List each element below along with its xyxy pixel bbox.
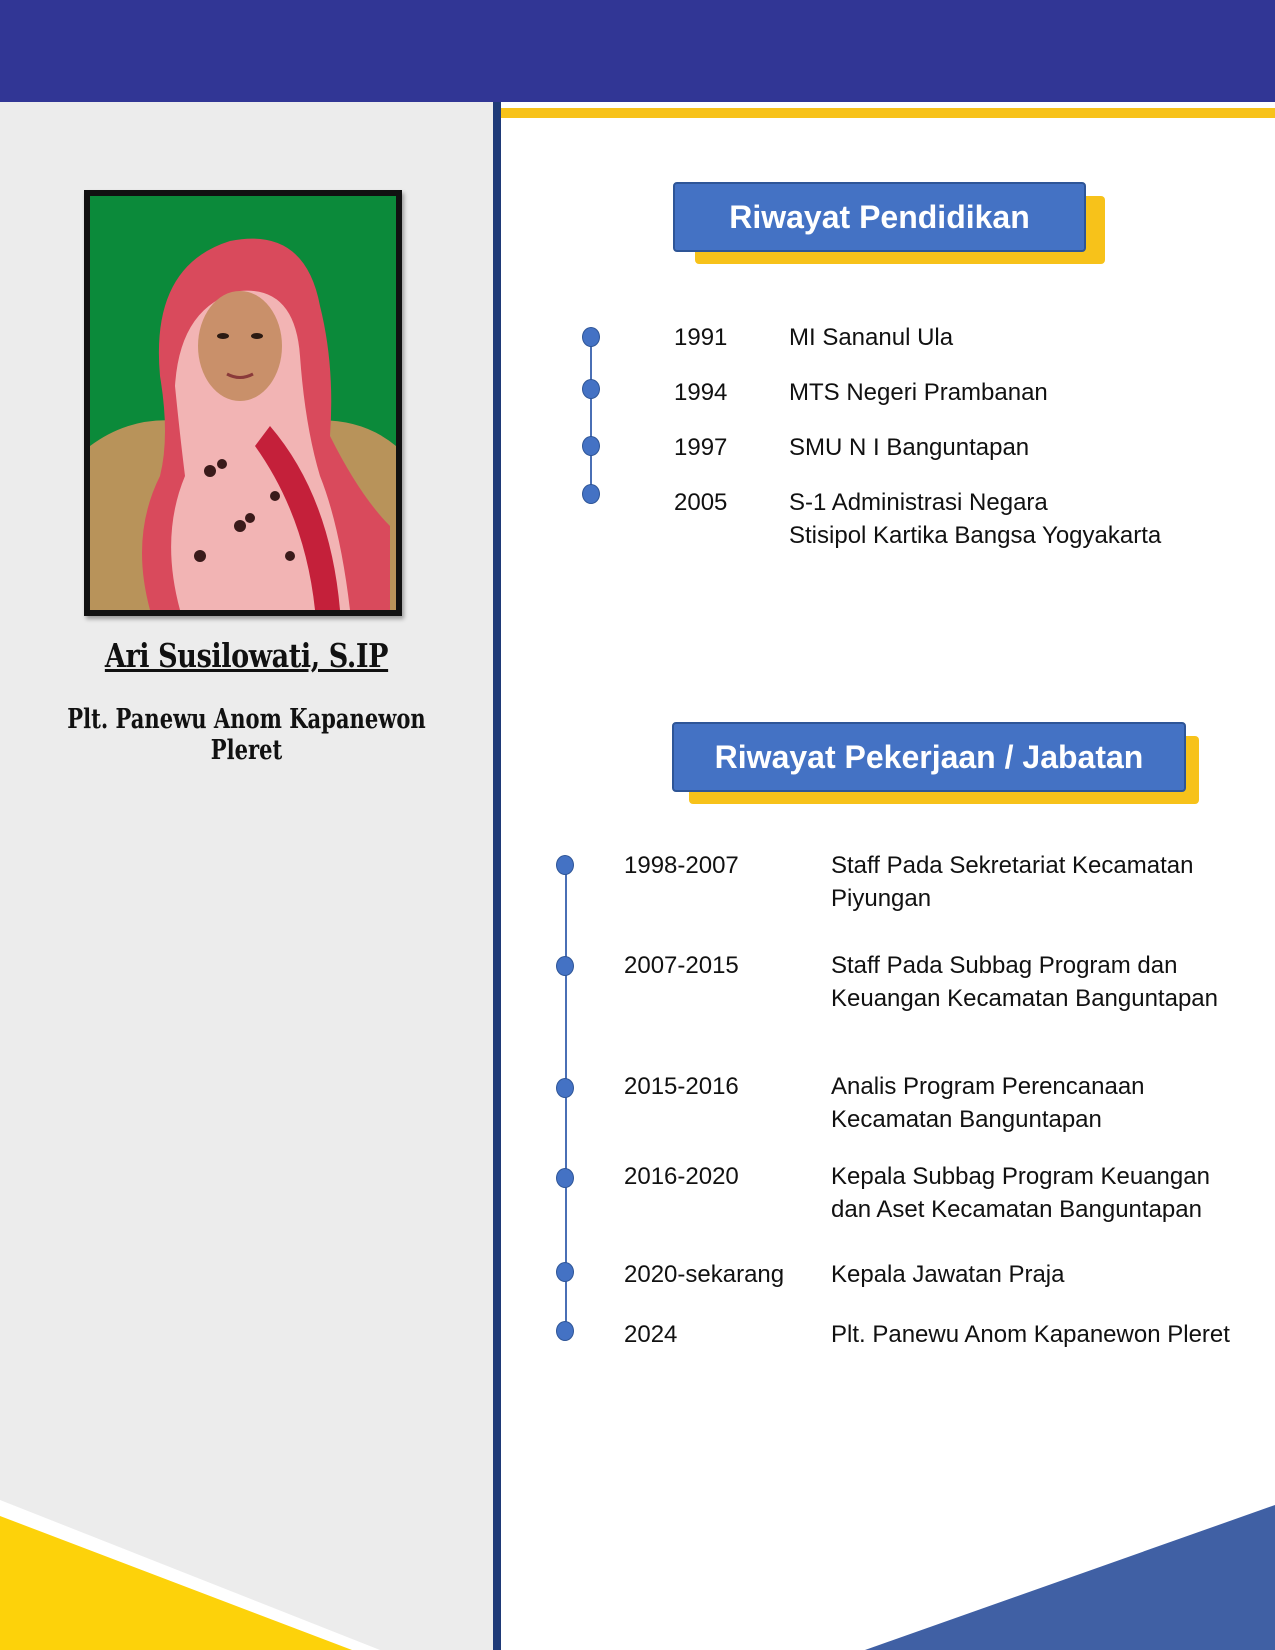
timeline-dot — [556, 1168, 574, 1188]
entry-description — [831, 1160, 1210, 1226]
timeline-dot — [582, 327, 600, 347]
entry-year: 1997 — [674, 434, 728, 461]
entry-description-line: Kepala Jawatan Praja — [831, 1261, 1065, 1288]
entry-description-line: SMU N I Banguntapan — [789, 434, 1030, 461]
timeline-dot — [556, 1262, 574, 1282]
entry-description — [831, 849, 1193, 915]
entry-year: 2007-2015 — [624, 952, 739, 979]
timeline-dot — [582, 484, 600, 504]
entry-description — [831, 1258, 1064, 1291]
portrait-image — [90, 196, 396, 610]
entry-description — [789, 431, 1029, 464]
person-name: Ari Susilowati, S.IP — [104, 636, 389, 675]
education-heading: Riwayat Pendidikan — [673, 182, 1086, 252]
employment-heading: Riwayat Pekerjaan / Jabatan — [672, 722, 1186, 792]
entry-year: 2005 — [674, 489, 728, 516]
entry-description-line: Staff Pada Sekretariat Kecamatan — [831, 852, 1194, 879]
timeline-dot — [582, 436, 600, 456]
timeline-dot — [556, 1321, 574, 1341]
entry-description-line: MTS Negeri Prambanan — [789, 379, 1048, 406]
entry-description-line: Kecamatan Banguntapan — [831, 1106, 1102, 1133]
entry-description-line: Plt. Panewu Anom Kapanewon Pleret — [831, 1321, 1230, 1348]
entry-year: 2016-2020 — [624, 1163, 739, 1190]
entry-description-line: S-1 Administrasi Negara — [789, 489, 1048, 516]
timeline-dot — [582, 379, 600, 399]
entry-description — [789, 321, 953, 354]
entry-year: 1991 — [674, 324, 728, 351]
entry-description — [831, 1070, 1145, 1136]
entry-year: 2020-sekarang — [624, 1261, 785, 1288]
entry-description-line: Kepala Subbag Program Keuangan — [831, 1163, 1210, 1190]
entry-description-line: Staff Pada Subbag Program dan — [831, 952, 1178, 979]
timeline-dot — [556, 956, 574, 976]
entry-description-line: Analis Program Perencanaan — [831, 1073, 1145, 1100]
entry-description-line: Stisipol Kartika Bangsa Yogyakarta — [789, 522, 1162, 549]
entry-description-line: Keuangan Kecamatan Banguntapan — [831, 985, 1218, 1012]
entry-year: 1994 — [674, 379, 728, 406]
entry-description-line: MI Sananul Ula — [789, 324, 954, 351]
entry-year: 2024 — [624, 1321, 678, 1348]
timeline-dot — [556, 855, 574, 875]
entry-description — [831, 1318, 1230, 1351]
entry-description-line: Piyungan — [831, 885, 932, 912]
profile-photo — [84, 190, 402, 616]
entry-description-line: dan Aset Kecamatan Banguntapan — [831, 1196, 1202, 1223]
entry-description — [789, 486, 1161, 552]
entry-year: 2015-2016 — [624, 1073, 739, 1100]
entry-description — [789, 376, 1048, 409]
timeline-dot — [556, 1078, 574, 1098]
person-position: Plt. Panewu Anom Kapanewon Pleret — [67, 704, 426, 766]
entry-description — [831, 949, 1218, 1015]
education-timeline-line — [590, 336, 592, 494]
entry-year: 1998-2007 — [624, 852, 739, 879]
